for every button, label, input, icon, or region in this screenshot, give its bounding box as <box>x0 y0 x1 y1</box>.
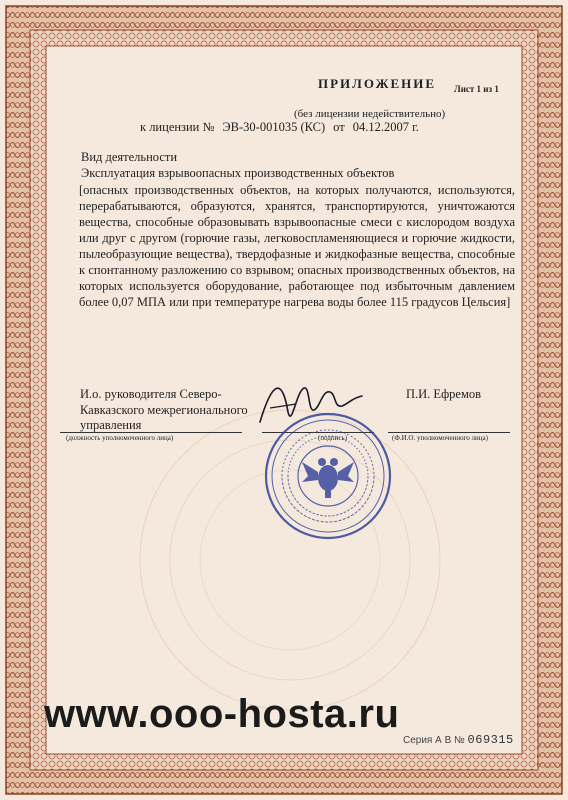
license-prefix: к лицензии № <box>140 120 215 134</box>
signatory-name: П.И. Ефремов <box>406 387 482 401</box>
activity-name: Эксплуатация взрывоопасных производственных объектов <box>81 166 395 180</box>
license-reference <box>140 120 419 135</box>
activity-description: [опасных производственных объектов, на которых получаются, используются, перерабатываются, образуются, хранятся, транспортируются, уничтожаются вещества, способные образовывать взрывоопасные смеси с кислородом воздуха или друг с другом (горючие газы, легковоспламеняющиеся и горючие жидкости, пылеобразующие вещества), твердофазные и жидкофазные вещества, способные к спонтанному разложению со взрывом; опасных производственных объектов, на которых используется оборудование, работающее под избыточным давлением более 0,07 МПА или при температуре нагрева воды более 115 градусов Цельсия] <box>79 183 515 309</box>
sheet-number: Лист 1 из 1 <box>454 84 499 94</box>
position-caption: (должность уполномоченного лица) <box>66 434 174 442</box>
series-letters: А В № <box>435 735 465 746</box>
series-number <box>403 733 514 747</box>
position-underline <box>60 432 242 433</box>
license-date: 04.12.2007 г. <box>352 120 419 134</box>
name-underline <box>388 432 510 433</box>
signatory-position: И.о. руководителя Северо-Кавказского межрегионального управления <box>80 387 248 432</box>
signature-caption: (подпись) <box>318 434 348 442</box>
license-number: ЭВ-30-001035 (КС) <box>222 120 326 134</box>
website-watermark: www.ooo-hosta.ru <box>44 692 400 736</box>
license-from: от <box>333 120 345 134</box>
handwritten-signature <box>252 372 372 432</box>
series-digits: 069315 <box>467 733 514 747</box>
appendix-title: ПРИЛОЖЕНИЕ <box>318 76 437 91</box>
activity-label: Вид деятельности <box>81 150 178 164</box>
validity-note: (без лицензии недействительно) <box>294 108 446 120</box>
name-caption: (Ф.И.О. уполномоченного лица) <box>392 434 488 442</box>
series-label: Серия <box>403 735 433 746</box>
